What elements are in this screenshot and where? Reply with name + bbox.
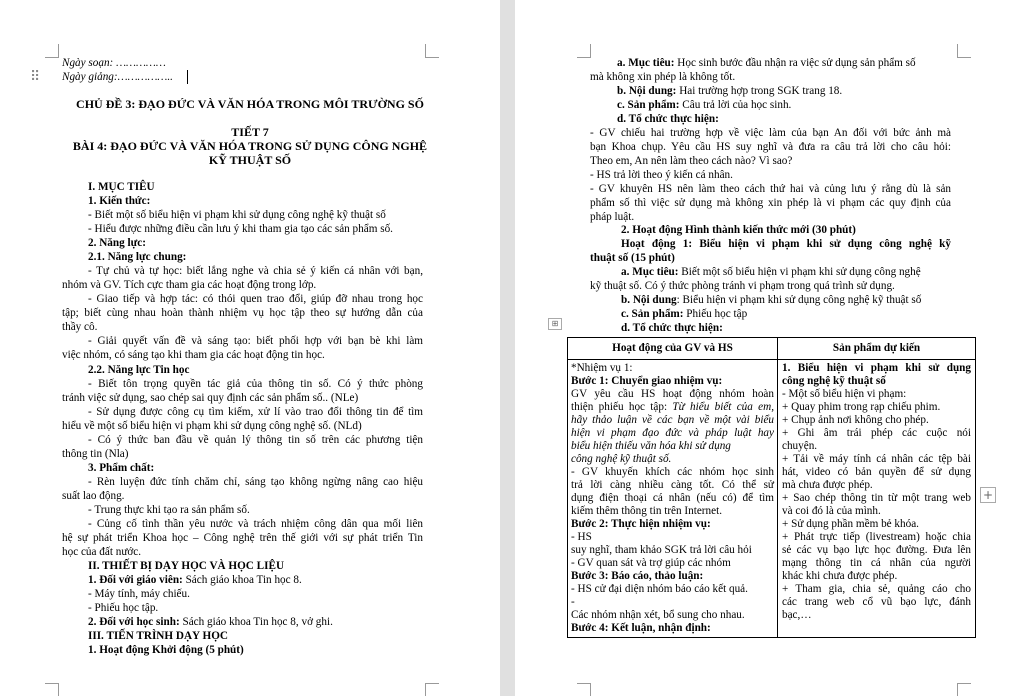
cell-line [571, 401, 774, 414]
cell-line: biểu hiện thiếu văn hóa khi sử dụng [571, 440, 731, 452]
cell-line: và coi đó là của mình. [782, 505, 881, 517]
paragraph-line: mà không xin phép là không tốt. [590, 71, 736, 83]
cell-line: Bước 2: Thực hiện nhiệm vụ: [571, 518, 711, 530]
cell-line: hiện vi phạm đạo đức và pháp luật hay [571, 427, 774, 439]
document-page-left[interactable] [0, 0, 500, 696]
paragraph-line: pháp luật. [590, 211, 635, 223]
paragraph-line [621, 294, 921, 307]
drag-handle-icon[interactable]: ⠿ [30, 69, 41, 85]
cell-line: - HS cử đại diện nhóm báo cáo kết quả. [571, 583, 748, 595]
cell-line: Bước 4: Kết luận, nhận định: [571, 622, 711, 634]
crop-mark [577, 44, 591, 58]
text: Sách giáo khoa Tin học 8, vở ghi. [179, 616, 333, 628]
cell-line: + Chụp ảnh nơi không cho phép. [782, 414, 929, 426]
table-row[interactable] [568, 360, 976, 638]
paragraph-line: tập; biết cùng nhau hoàn thành nhiệm vụ học tập theo sự hướng dẫn của [62, 307, 423, 319]
cell-line: trả lời càng nhiều càng tốt. Có thể sử [571, 479, 774, 491]
cell-line: sẻ các vụ bạo lực học đường. Đưa lên [782, 544, 971, 556]
cell-line: - GV khuyến khích các nhóm học sinh [571, 466, 774, 478]
paragraph-line: việc nhóm, có sáng tạo khi tham gia các hoạt động tin học. [62, 349, 325, 361]
paragraph-line: - Củng cố tình thần yêu nước và trách nhiệm công dân qua mối liên [88, 518, 423, 530]
page-gap [500, 0, 515, 696]
table-move-icon[interactable]: ⊞ [548, 318, 562, 330]
paragraph-line: - Sử dụng được công cụ tìm kiếm, xử lí vào trao đổi thông tin để tìm [88, 406, 423, 418]
subsection-heading: d. Tổ chức thực hiện: [617, 113, 719, 125]
cell-line: - GV quan sát và trợ giúp các nhóm [571, 557, 731, 569]
section-heading: III. TIẾN TRÌNH DẠY HỌC [88, 630, 228, 642]
paragraph-line: suất lao động. [62, 490, 125, 502]
cell-line: bạc,… [782, 609, 812, 621]
subsection-heading: 2.1. Năng lực chung: [88, 251, 187, 263]
text-cursor [187, 70, 188, 84]
subsection-heading: 2. Hoạt động Hình thành kiến thức mới (30 phút) [621, 224, 856, 236]
paragraph-line [88, 616, 333, 629]
subsection-heading: thuật số (15 phút) [590, 252, 675, 264]
paragraph-line: bạn Khoa chụp. Yêu cầu HS suy nghĩ và đưa ra câu trả lời cho câu hỏi: [590, 141, 951, 153]
teach-date: Ngày giảng:…………….. [62, 71, 173, 83]
paragraph-line: Theo em, An nên làm theo cách nào? Vì sao? [590, 155, 793, 167]
paragraph-line: học của đất nước. [62, 546, 142, 558]
paragraph-line: - HS trả lời theo ý kiến cá nhân. [590, 169, 733, 181]
cell-line: GV yêu cầu HS hoạt động nhóm hoàn [571, 388, 774, 400]
cell-line: công nghệ kỹ thuật số [782, 375, 886, 387]
crop-mark [957, 683, 971, 696]
text: Câu trả lời của học sinh. [679, 99, 792, 111]
text: : Biểu hiện vi phạm khi sử dụng công nghệ kỹ thuật số [676, 294, 922, 306]
paragraph-line: - Phiếu học tập. [88, 602, 159, 614]
paragraph-line: - Giải quyết vấn đề và sáng tạo: biết phối hợp với bạn bè khi làm [88, 335, 423, 347]
cell-line: mà chưa được phép. [782, 479, 873, 491]
paragraph-line: nhóm và GV. Tích cực tham gia các hoạt động trong lớp. [62, 279, 317, 291]
paragraph-line: - Biết tôn trọng quyền tác giả của thông tin số. Có ý thức phòng [88, 378, 423, 390]
paragraph-line: - Biết một số biểu hiện vi phạm khi sử dụng công nghệ kỹ thuật số [88, 209, 386, 221]
crop-mark [425, 44, 439, 58]
paragraph-line: kỹ thuật số. Có ý thức phòng tránh vi phạm trong quá trình sử dụng. [590, 280, 895, 292]
text: thiện phiếu học tập: [571, 401, 673, 413]
paragraph-line: - Rèn luyện đức tính chăm chỉ, sáng tạo không ngừng nâng cao hiệu [88, 476, 423, 488]
paragraph-line: phẩm số thì việc sử dụng mà không xin phép là vi phạm các quy định của [590, 197, 951, 209]
label: a. Mục tiêu: [621, 266, 679, 278]
topic-title: CHỦ ĐỀ 3: ĐẠO ĐỨC VÀ VĂN HÓA TRONG MÔI TRƯỜNG SỐ [76, 97, 424, 111]
subsection-heading: 3. Phẩm chất: [88, 462, 155, 474]
subsection-heading: 2.2. Năng lực Tin học [88, 364, 190, 376]
cell-line: + Sao chép thông tin từ một trang web [782, 492, 971, 504]
label: 1. Đối với giáo viên: [88, 574, 183, 586]
text: Phiếu học tập [683, 308, 748, 320]
crop-mark [957, 44, 971, 58]
text: Sách giáo khoa Tin học 8. [182, 574, 302, 586]
cell-line: + Quay phim trong rạp chiếu phim. [782, 401, 941, 413]
text: Học sinh bước đầu nhận ra việc sử dụng sản phẩm số [674, 57, 916, 69]
text: Hai trường hợp trong SGK trang 18. [676, 85, 843, 97]
paragraph-line: hệ sự phát triển Khoa học – Công nghệ trên thế giới với sự phát triển Tin [62, 532, 423, 544]
cell-line: hãy thảo luận về các bạn về một vài biểu [571, 414, 774, 426]
label: b. Nội dung [621, 294, 677, 306]
subsection-heading: 2. Năng lực: [88, 237, 146, 249]
paragraph-line: - Giao tiếp và hợp tác: có thói quen trao đổi, giúp đỡ nhau trong học [88, 293, 423, 305]
table-cell[interactable] [568, 360, 778, 638]
cell-line: - HS [571, 531, 592, 543]
cell-line: Bước 1: Chuyển giao nhiệm vụ: [571, 375, 723, 387]
cell-line: - Một số biểu hiện vi phạm: [782, 388, 907, 400]
paragraph-line: thầy cô. [62, 321, 98, 333]
cell-line: - [571, 596, 575, 608]
cell-line: Bước 3: Báo cáo, thảo luận: [571, 570, 704, 582]
cell-line: + Ghi âm trái phép các cuộc nói [782, 427, 971, 439]
paragraph-line [617, 99, 791, 112]
cell-line: khác khi chưa được phép. [782, 570, 898, 582]
paragraph-line [88, 574, 302, 587]
subsection-heading: d. Tổ chức thực hiện: [621, 322, 723, 334]
cell-line: + Phát trực tiếp (livestream) hoặc chia [782, 531, 971, 543]
paragraph-line: - Máy tính, máy chiếu. [88, 588, 190, 600]
subsection-heading: Hoạt động 1: Biểu hiện vi phạm khi sử dụng công nghệ kỹ [621, 238, 951, 250]
paragraph-line: - GV chiếu hai trường hợp về việc làm của bạn An đối với bức ảnh mà [590, 127, 951, 139]
subsection-heading: 1. Hoạt động Khởi động (5 phút) [88, 644, 244, 656]
subsection-heading: 1. Kiến thức: [88, 195, 151, 207]
cell-line: công nghệ kỹ thuật số. [571, 453, 672, 465]
paragraph-line [621, 308, 747, 321]
paragraph-line: - Có ý thức ban đầu về quản lý thông tin số trên các phương tiện [88, 434, 423, 446]
label: c. Sản phẩm: [621, 308, 684, 320]
paragraph-line: - Trung thực khi tạo ra sản phẩm số. [88, 504, 250, 516]
paragraph-line: thông tin (Nla) [62, 448, 129, 460]
cell-line: chuyện. [782, 440, 818, 452]
prep-date: Ngày soạn: …………… [62, 57, 166, 69]
crop-mark [577, 683, 591, 696]
label: b. Nội dung: [617, 85, 677, 97]
section-heading: II. THIẾT BỊ DẠY HỌC VÀ HỌC LIỆU [88, 560, 285, 572]
crop-mark [45, 683, 59, 696]
lesson-period: TIẾT 7 [231, 125, 269, 139]
text: Biết một số biểu hiện vi phạm khi sử dụng công nghệ [678, 266, 921, 278]
add-icon[interactable]: + [980, 487, 996, 503]
cell-line: kiếm thêm thông tin trên Internet. [571, 505, 722, 517]
activity-table[interactable] [567, 337, 976, 638]
cell-line: các trang web cổ vũ bạo lực, đánh [782, 596, 971, 608]
crop-mark [425, 683, 439, 696]
cell-line: + Tham gia, chia sẻ, quảng cáo cho [782, 583, 971, 595]
label: c. Sản phẩm: [617, 99, 680, 111]
lesson-title: KỸ THUẬT SỐ [208, 153, 292, 167]
table-cell[interactable] [778, 360, 976, 638]
paragraph-line: tránh việc sử dụng, sao chép sai quy định các sản phẩm số.. (NLe) [62, 392, 359, 404]
paragraph-line [617, 85, 842, 98]
cell-line: mạng thông tin cá nhân của người [782, 557, 971, 569]
paragraph-line: - GV khuyên HS nên làm theo cách thứ hai và củng lưu ý rằng dù là sản [590, 183, 951, 195]
cell-line: suy nghĩ, tham khảo SGK trả lời câu hỏi [571, 544, 752, 556]
cell-line: hát, video có bản quyền để sử dụng [782, 466, 971, 478]
cell-line: dụng điện thoại cá nhân (nếu có) để tìm [571, 492, 774, 504]
cell-line: + Tải về máy tính cá nhân các tệp bài [782, 453, 971, 465]
paragraph-line [617, 57, 916, 70]
label: 2. Đối với học sinh: [88, 616, 180, 628]
cell-line: Các nhóm nhận xét, bổ sung cho nhau. [571, 609, 745, 621]
paragraph-line: - Tự chủ và tự học: biết lắng nghe và chia sẻ ý kiến cá nhân với bạn, [88, 265, 423, 277]
lesson-title: BÀI 4: ĐẠO ĐỨC VÀ VĂN HÓA TRONG SỬ DỤNG CÔNG NGHỆ [72, 139, 428, 153]
table-header-row [568, 338, 976, 360]
crop-mark [45, 44, 59, 58]
paragraph-line: hiểu về một số biểu hiện vi phạm khi sử dụng công nghệ số. (NLd) [62, 420, 362, 432]
text: Từ hiểu biết của em, [672, 401, 775, 413]
cell-line: *Nhiệm vụ 1: [571, 362, 633, 374]
cell-line: 1. Biểu hiện vi phạm khi sử dụng [782, 362, 971, 374]
paragraph-line [621, 266, 921, 279]
cell-line: + Sử dụng phần mềm bẻ khóa. [782, 518, 919, 530]
table-header: Hoạt động của GV và HS [568, 338, 778, 360]
paragraph-line: - Hiểu được những điều cần lưu ý khi tham gia tạo các sản phẩm số. [88, 223, 393, 235]
section-heading: I. MỤC TIÊU [88, 181, 155, 193]
label: a. Mục tiêu: [617, 57, 675, 69]
table-header: Sản phẩm dự kiến [778, 338, 976, 360]
